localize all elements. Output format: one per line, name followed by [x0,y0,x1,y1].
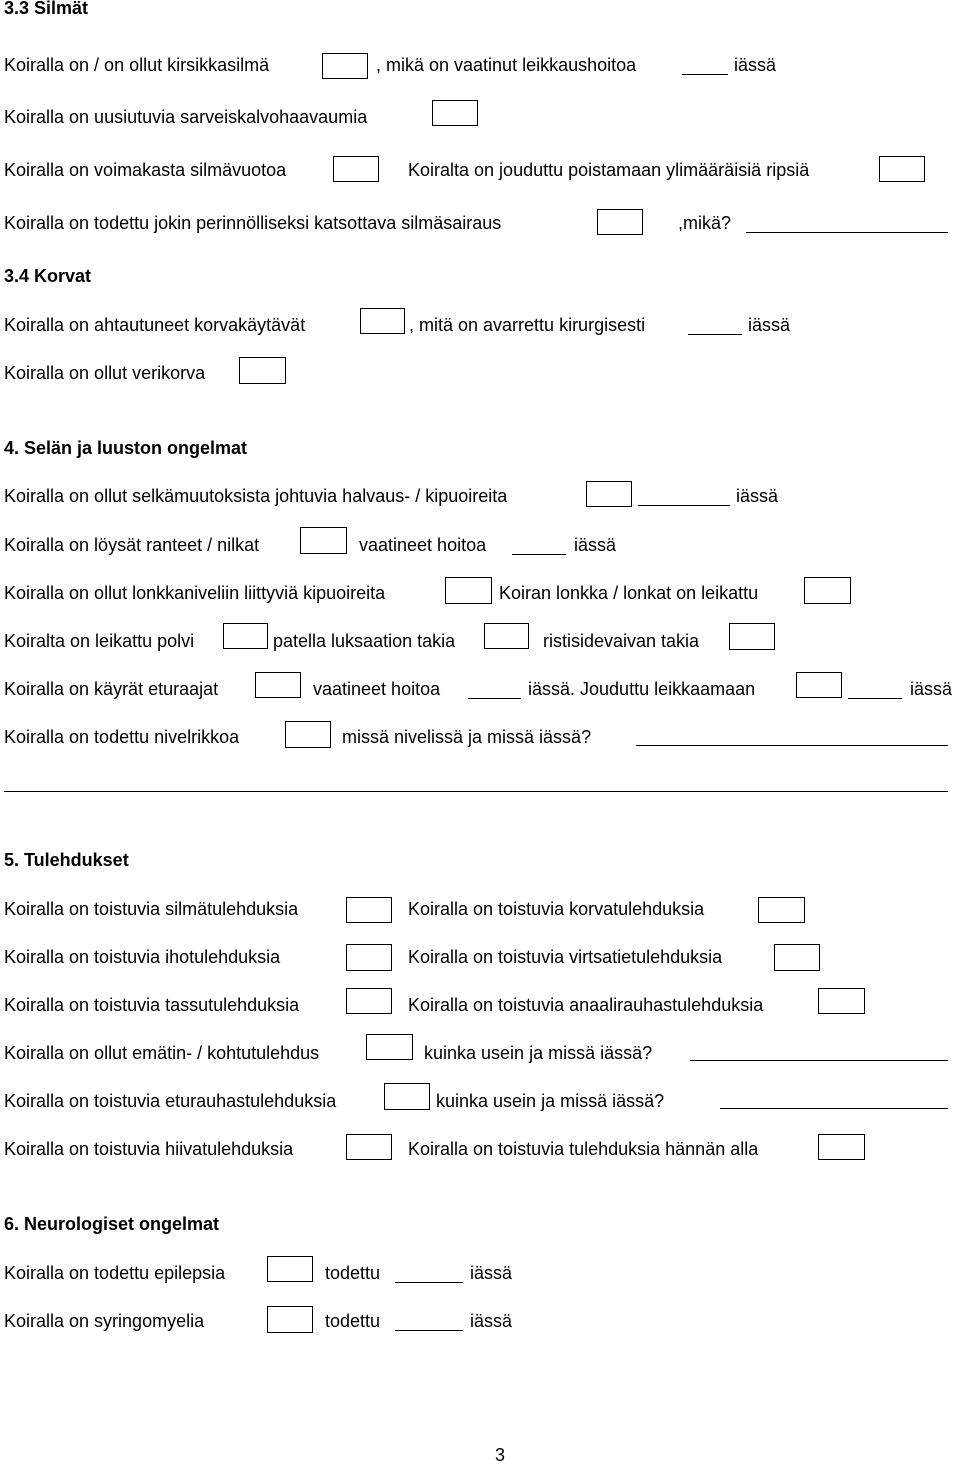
label-uterine-infection: Koiralla on ollut emätin- / kohtutulehdus [4,1043,320,1063]
label-hereditary-eye-disease: Koiralla on todettu jokin perinnölliseksi katsottava silmäsairaus [4,213,502,233]
label-cherry-eye: Koiralla on / on ollut kirsikkasilmä [4,55,270,75]
section-heading-neurological: 6. Neurologiset ongelmat [4,1214,220,1234]
label-loose-wrists: Koiralla on löysät ranteet / nilkat [4,535,260,555]
label-knee-operated: Koiralta on leikattu polvi [4,631,195,651]
answer-line-joints[interactable] [636,745,948,746]
label-age: iässä [748,315,791,335]
label-age: iässä [470,1311,513,1331]
section-heading-eyes: 3.3 Silmät [4,0,89,18]
checkbox-paw-infections[interactable] [346,988,392,1014]
checkbox-patella-luxation[interactable] [484,623,529,649]
checkbox-anal-gland-infections[interactable] [818,988,865,1014]
checkbox-corneal-ulcers[interactable] [432,100,478,126]
label-ear-infections: Koiralla on toistuvia korvatulehduksia [408,899,705,919]
label-narrow-ear-canals: Koiralla on ahtautuneet korvakäytävät [4,315,306,335]
checkbox-urinary-infections[interactable] [774,944,820,971]
label-how-often-age: kuinka usein ja missä iässä? [424,1043,653,1063]
checkbox-cherry-eye[interactable] [322,53,368,79]
checkbox-hip-operated[interactable] [804,577,851,604]
label-eye-infections: Koiralla on toistuvia silmätulehduksia [4,899,299,919]
checkbox-skin-infections[interactable] [346,944,392,971]
label-age-had-to-operate: iässä. Jouduttu leikkaamaan [528,679,756,699]
checkbox-prostate-infections[interactable] [384,1083,430,1110]
label-syringomyelia: Koiralla on syringomyelia [4,1311,205,1331]
checkbox-syringomyelia[interactable] [267,1306,313,1333]
age-line-paralysis[interactable] [638,505,730,506]
answer-line-uterine[interactable] [690,1060,948,1061]
checkbox-paralysis-pain[interactable] [586,481,632,507]
label-needed-treatment: vaatineet hoitoa [313,679,441,699]
label-which-joints-age: missä nivelissä ja missä iässä? [342,727,592,747]
label-diagnosed: todettu [325,1263,381,1283]
checkbox-knee-operated[interactable] [223,623,268,649]
age-line-forelegs-surgery[interactable] [848,698,902,699]
label-tail-infections: Koiralla on toistuvia tulehduksia hännän alla [408,1139,759,1159]
section-heading-back-skeleton: 4. Selän ja luuston ongelmat [4,438,248,458]
label-diagnosed: todettu [325,1311,381,1331]
label-skin-infections: Koiralla on toistuvia ihotulehduksia [4,947,281,967]
label-age: iässä [736,486,779,506]
age-line-epilepsy[interactable] [395,1282,463,1283]
checkbox-osteoarthritis[interactable] [285,721,331,748]
checkbox-ear-infections[interactable] [758,897,805,923]
checkbox-hip-pain[interactable] [445,577,492,604]
answer-line-which-eye-disease[interactable] [746,232,948,233]
label-osteoarthritis: Koiralla on todettu nivelrikkoa [4,727,240,747]
label-corneal-ulcers: Koiralla on uusiutuvia sarveiskalvohaavaumia [4,107,368,127]
age-line-syringomyelia[interactable] [395,1330,463,1331]
label-anal-gland-infections: Koiralla on toistuvia anaalirauhastulehduksia [408,995,764,1015]
checkbox-distichiasis[interactable] [879,156,925,182]
label-hip-operated: Koiran lonkka / lonkat on leikattu [499,583,759,603]
label-surgery-treatment: , mikä on vaatinut leikkaushoitoa [376,55,637,75]
label-yeast-infections: Koiralla on toistuvia hiivatulehduksia [4,1139,294,1159]
label-eye-discharge: Koiralla on voimakasta silmävuotoa [4,160,287,180]
checkbox-aural-hematoma[interactable] [239,357,286,384]
checkbox-forelegs-operated[interactable] [796,672,842,698]
label-age: iässä [910,679,953,699]
answer-line-joints-continued[interactable] [4,791,948,792]
section-heading-infections: 5. Tulehdukset [4,850,129,870]
checkbox-bent-forelegs[interactable] [255,672,301,698]
age-line-cherry-eye[interactable] [682,74,728,75]
label-age: iässä [574,535,617,555]
section-heading-ears: 3.4 Korvat [4,266,92,286]
checkbox-uterine-infection[interactable] [366,1034,413,1060]
page-number: 3 [495,1445,506,1465]
label-age: iässä [734,55,777,75]
label-cruciate-ligament: ristisidevaivan takia [543,631,700,651]
label-which: ,mikä? [678,213,732,233]
age-line-wrists[interactable] [512,554,566,555]
label-needed-treatment: vaatineet hoitoa [359,535,487,555]
checkbox-yeast-infections[interactable] [346,1134,392,1160]
answer-line-prostate[interactable] [720,1108,948,1109]
label-epilepsy: Koiralla on todettu epilepsia [4,1263,226,1283]
label-paralysis-pain: Koiralla on ollut selkämuutoksista johtuvia halvaus- / kipuoireita [4,486,508,506]
checkbox-eye-infections[interactable] [346,897,392,923]
label-aural-hematoma: Koiralla on ollut verikorva [4,363,206,383]
label-paw-infections: Koiralla on toistuvia tassutulehduksia [4,995,300,1015]
checkbox-cruciate-ligament[interactable] [729,623,775,650]
label-patella-luxation: patella luksaation takia [273,631,456,651]
checkbox-eye-discharge[interactable] [333,156,379,182]
label-urinary-infections: Koiralla on toistuvia virtsatietulehduksia [408,947,723,967]
label-prostate-infections: Koiralla on toistuvia eturauhastulehduksia [4,1091,337,1111]
checkbox-epilepsy[interactable] [267,1256,313,1282]
age-line-forelegs-treatment[interactable] [468,698,521,699]
age-line-ear-surgery[interactable] [688,334,742,335]
checkbox-hereditary-eye-disease[interactable] [597,209,643,235]
label-age: iässä [470,1263,513,1283]
label-how-often-age: kuinka usein ja missä iässä? [436,1091,665,1111]
label-hip-pain: Koiralla on ollut lonkkaniveliin liittyviä kipuoireita [4,583,386,603]
label-surgically-widened: , mitä on avarrettu kirurgisesti [409,315,646,335]
label-bent-forelegs: Koiralla on käyrät eturaajat [4,679,219,699]
checkbox-tail-infections[interactable] [818,1134,865,1160]
checkbox-loose-wrists[interactable] [300,527,347,554]
checkbox-narrow-ear-canals[interactable] [360,308,405,334]
label-distichiasis: Koiralta on jouduttu poistamaan ylimääräisiä ripsiä [408,160,810,180]
